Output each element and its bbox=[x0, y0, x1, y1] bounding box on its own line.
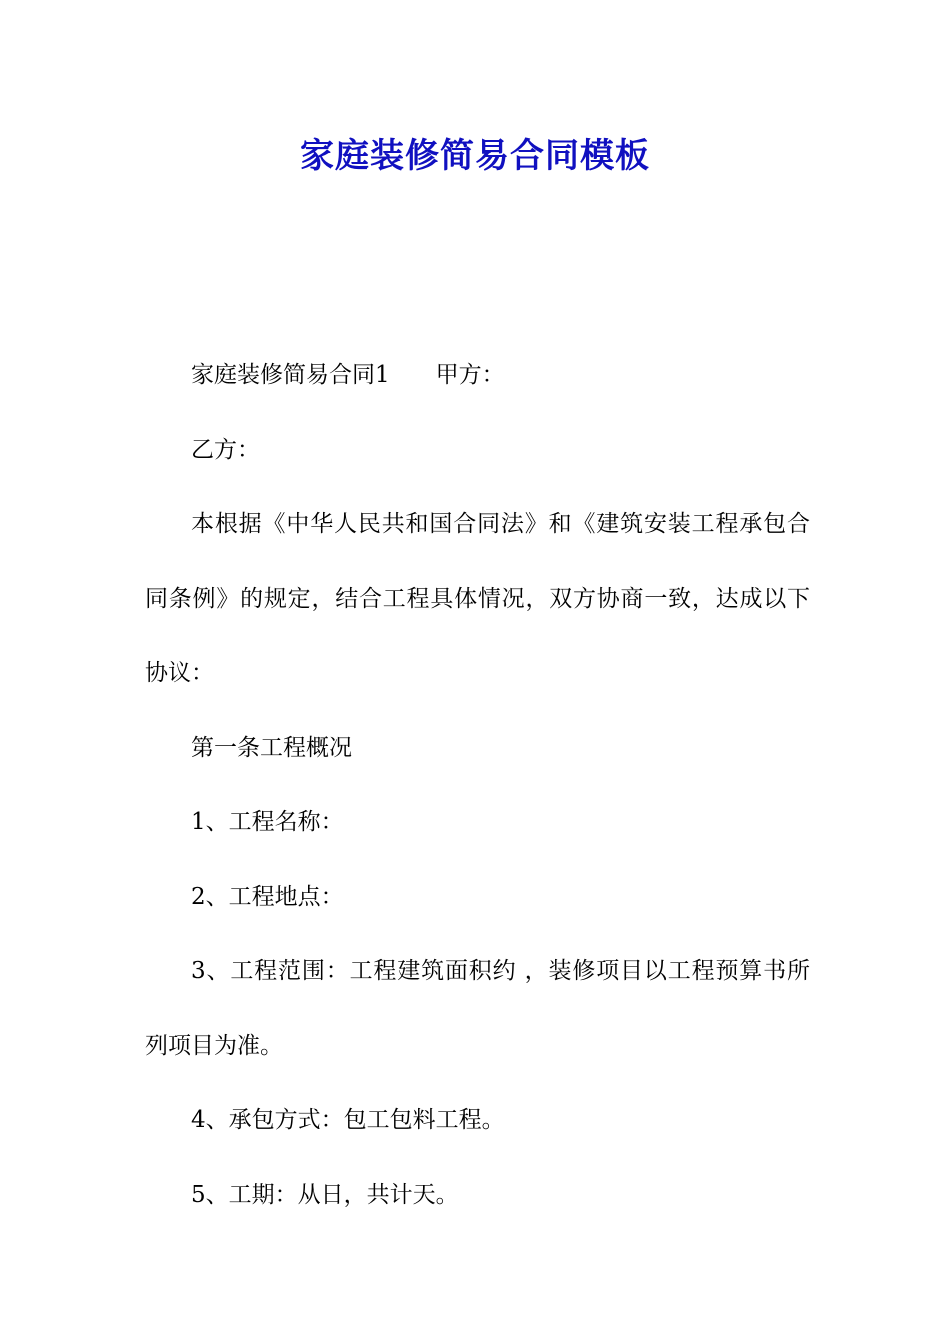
document-body bbox=[145, 338, 810, 1232]
party-b-label: 乙方： bbox=[191, 436, 260, 463]
schedule-item: 5、工期：从日，共计天。 bbox=[191, 1181, 459, 1208]
document-title: 家庭装修简易合同模板 bbox=[300, 136, 650, 176]
project-name-item: 1、工程名称： bbox=[191, 809, 344, 835]
party-a-label: 甲方： bbox=[435, 362, 505, 388]
preamble-paragraph: 本根据《中华人民共和国合同法》和《建筑安装工程承包合同条例》的规定，结合工程具体情况，双方协商一致，达成以下协议： bbox=[145, 511, 810, 686]
project-location-item: 2、工程地点： bbox=[191, 883, 344, 910]
project-scope-item: 3、工程范围：工程建筑面积约 ，装修项目以工程预算书所列项目为准。 bbox=[145, 958, 810, 1059]
contract-heading-line bbox=[145, 338, 810, 413]
article-1-heading: 第一条工程概况 bbox=[191, 734, 352, 761]
contract-method-item: 4、承包方式：包工包料工程。 bbox=[191, 1107, 505, 1133]
contract-heading: 家庭装修简易合同1 bbox=[191, 362, 390, 388]
